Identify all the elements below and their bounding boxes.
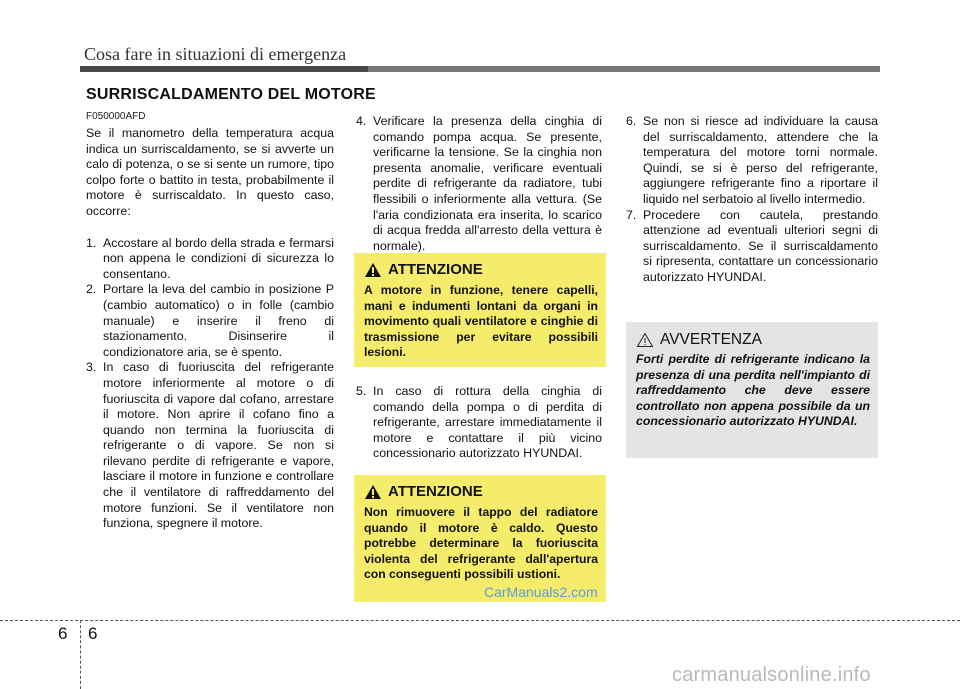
notice-box — [626, 322, 878, 458]
page-header-title: Cosa fare in situazioni di emergenza — [84, 44, 347, 64]
list-item-number: 4. — [356, 114, 367, 128]
list-item — [356, 384, 602, 462]
warning-title-text: ATTENZIONE — [388, 483, 483, 500]
column-3 — [626, 114, 878, 286]
caution-triangle-outline-icon — [636, 332, 654, 348]
warning-title — [364, 261, 483, 278]
list-item-text: In caso di fuoriuscita del refrigerante motore inferiormente al motore o di fuoriuscita di vapore dal cofano, arrestare il motore. Non aprire il cofano fino a quando non termina la fuoriuscita di refrigerante o di vapore. Se non si rilevano perdite di refrigerante e vapore, lasciare il motore in funzione e controllare che il ventilatore di raffreddamento del motore funzioni. Se il ventilatore non funziona, spegnere il motore. — [103, 360, 334, 531]
section-title: SURRISCALDAMENTO DEL MOTORE — [86, 86, 376, 103]
warning-text: Non rimuovere il tappo del radiatore quando il motore è caldo. Questo potrebbe determinare la fuoriuscita violenta del refrigerante dall'apertura con conseguenti possibili ustioni. — [364, 505, 598, 582]
warning-box — [354, 475, 606, 602]
list-item — [86, 360, 334, 532]
list-item — [86, 236, 334, 283]
header-bar — [80, 66, 880, 72]
warning-title-text: ATTENZIONE — [388, 261, 483, 278]
list-item-number: 2. — [86, 282, 97, 297]
column-2 — [356, 114, 602, 254]
notice-text: Forti perdite di refrigerante indicano la presenza di una perdita nell'impianto di raffreddamento che deve essere controllato non appena possibile da un concessionario autorizzato HYUNDAI. — [636, 352, 870, 429]
intro-paragraph: Se il manometro della temperatura acqua indica un surriscaldamento, se si avverte un calo di potenza, o se si sente un rumore, tipo colpo forte o battito in testa, probabilmente il motore è surriscaldato. In questo caso, occorre: — [86, 126, 334, 218]
notice-title-text: AVVERTENZA — [660, 331, 762, 348]
watermark: CarManuals2.com — [484, 584, 598, 600]
list-item-number: 3. — [86, 360, 97, 375]
list-item-number: 7. — [626, 207, 637, 222]
warning-text: A motore in funzione, tenere capelli, mani e indumenti lontani da organi in movimento quali ventilatore e cinghie di trasmissione per evitare possibili lesioni. — [364, 283, 598, 360]
list-item-number: 6. — [626, 114, 637, 128]
list-item-text: Accostare al bordo della strada e fermarsi non appena le condizioni di sicurezza lo consentano. — [103, 235, 334, 281]
column-1 — [86, 126, 334, 532]
list-item — [626, 114, 878, 208]
list-item-number: 5. — [356, 384, 367, 398]
list-item-text: Verificare la presenza della cinghia di comando pompa acqua. Se presente, verificarne la tensione. Se la cinghia non presenta anomalie, verificare eventuali perdite di refrigerante da radiatore, tubi flessibili o inferiormente alla vettura. (Se l'aria condizionata era inserita, lo scarico di acqua fredda all'arresto della vettura è normale). — [373, 114, 602, 253]
page-number: 6 — [88, 624, 98, 643]
section-code: F050000AFD — [86, 111, 146, 122]
list-item-text: Procedere con cautela, prestando attenzione ad eventuali ulteriori segni di surriscaldamento. Se il surriscaldamento si ripresenta, contattare un concessionario autorizzato HYUNDAI. — [643, 207, 878, 284]
header-bar-accent — [80, 66, 368, 72]
warning-box — [354, 253, 606, 367]
list-item — [626, 208, 878, 286]
notice-title — [636, 331, 762, 349]
warning-title — [364, 483, 483, 500]
column-2-lower — [356, 384, 602, 462]
warning-triangle-icon — [364, 484, 382, 500]
list-item-text: In caso di rottura della cinghia di comando della pompa o di perdita di refrigerante, arrestare immediatamente il motore e contattare il più vicino concessionario autorizzato HYUNDAI. — [373, 384, 602, 461]
list-item-number: 1. — [86, 235, 97, 250]
chapter-number: 6 — [58, 624, 68, 643]
list-item-text: Portare la leva del cambio in posizione P (cambio automatico) o in folle (cambio manuale) e inserire il freno di stazionamento. Disinserire il condizionatore aria, se è spento. — [103, 282, 334, 359]
list-item — [86, 282, 334, 360]
footer-vertical-divider — [80, 620, 81, 689]
footer-divider — [0, 620, 960, 621]
list-item-text: Se non si riesce ad individuare la causa del surriscaldamento, attendere che la temperatura del motore torni normale. Quindi, se si è perso del refrigerante, aggiungere refrigerante fino a riportare il liquido nel serbatoio al livello intermedio. — [643, 114, 878, 206]
site-watermark: carmanualsonline.info — [672, 664, 871, 686]
list-item — [356, 114, 602, 254]
warning-triangle-icon — [364, 262, 382, 278]
